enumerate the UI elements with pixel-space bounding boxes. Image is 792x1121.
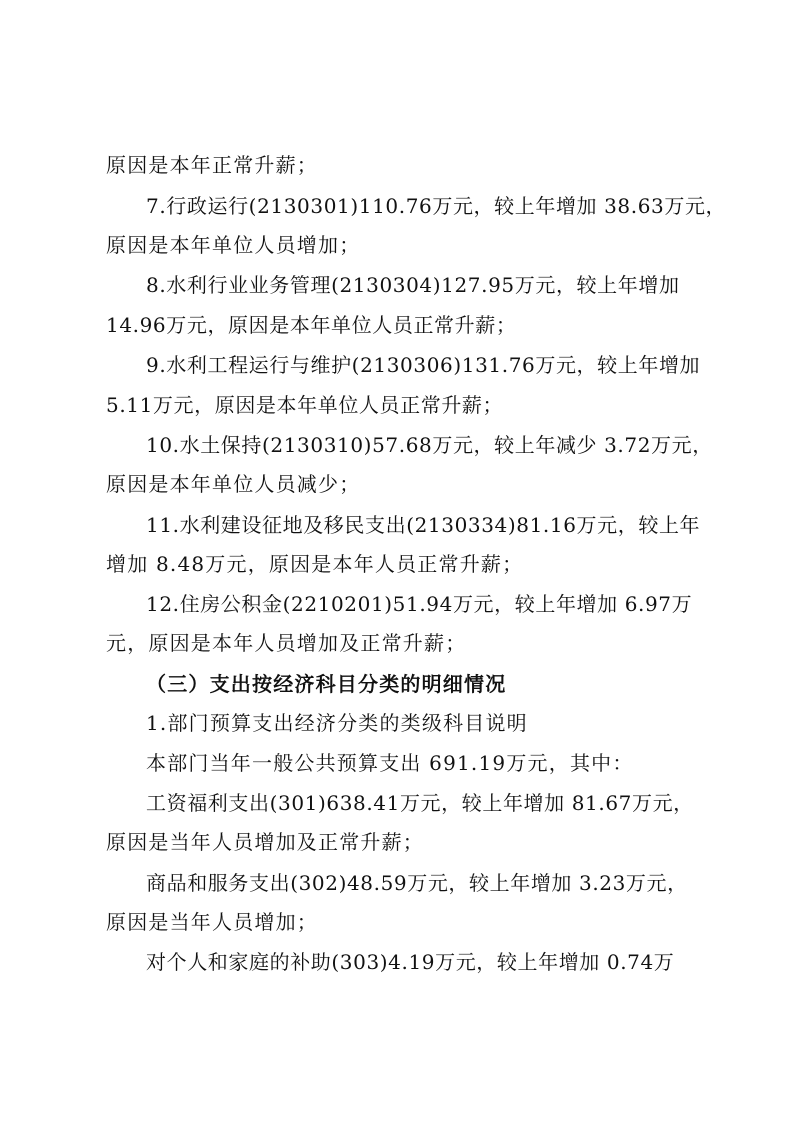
paragraph-line-16: 本部门当年一般公共预算支出 691.19万元，其中： xyxy=(146,751,634,775)
paragraph-line-20: 原因是当年人员增加； xyxy=(106,910,318,934)
section-heading: （三）支出按经济科目分类的明细情况 xyxy=(146,672,507,696)
paragraph-line-4: 8.水利行业业务管理(2130304)127.95万元，较上年增加 xyxy=(146,273,680,297)
paragraph-line-3: 原因是本年单位人员增加； xyxy=(106,233,361,257)
paragraph-line-10: 11.水利建设征地及移民支出(2130334)81.16万元，较上年 xyxy=(146,513,701,537)
paragraph-line-13: 元，原因是本年人员增加及正常升薪； xyxy=(106,631,467,655)
paragraph-line-5: 14.96万元，原因是本年单位人员正常升薪； xyxy=(106,313,517,337)
paragraph-line-12: 12.住房公积金(2210201)51.94万元，较上年增加 6.97万 xyxy=(146,592,693,616)
paragraph-line-2: 7.行政运行(2130301)110.76万元，较上年增加 38.63万元， xyxy=(146,194,727,218)
paragraph-line-11: 增加 8.48万元，原因是本年人员正常升薪； xyxy=(106,552,524,576)
paragraph-line-6: 9.水利工程运行与维护(2130306)131.76万元，较上年增加 xyxy=(146,353,701,377)
paragraph-line-21: 对个人和家庭的补助(303)4.19万元，较上年增加 0.74万 xyxy=(146,950,675,974)
paragraph-line-18: 原因是当年人员增加及正常升薪； xyxy=(106,830,424,854)
paragraph-line-19: 商品和服务支出(302)48.59万元，较上年增加 3.23万元， xyxy=(146,871,688,895)
paragraph-line-8: 10.水土保持(2130310)57.68万元，较上年减少 3.72万元， xyxy=(146,433,713,457)
subsection-heading: 1.部门预算支出经济分类的类级科目说明 xyxy=(146,711,528,735)
paragraph-line-17: 工资福利支出(301)638.41万元，较上年增加 81.67万元， xyxy=(146,791,694,815)
paragraph-line-1: 原因是本年正常升薪； xyxy=(106,153,318,177)
paragraph-line-9: 原因是本年单位人员减少； xyxy=(106,472,361,496)
paragraph-line-7: 5.11万元，原因是本年单位人员正常升薪； xyxy=(106,393,504,417)
